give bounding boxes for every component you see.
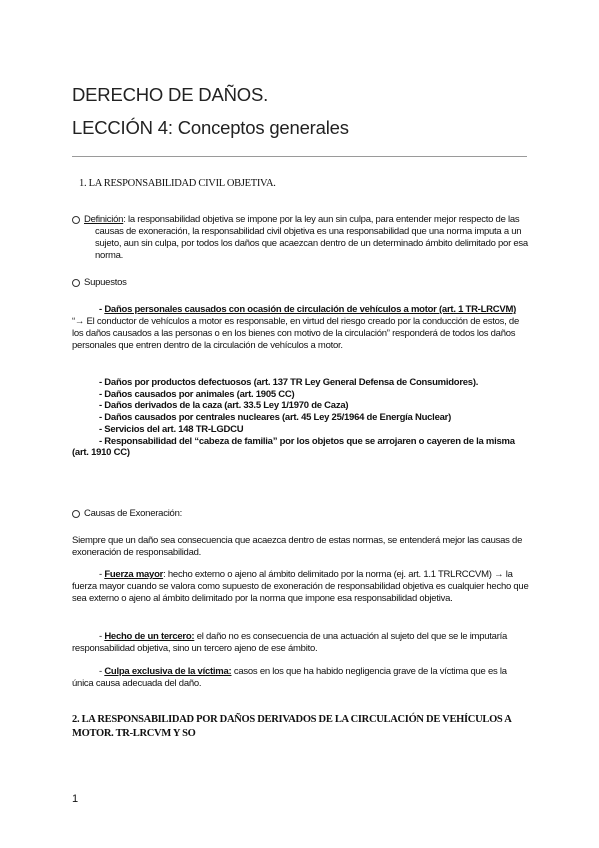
- cause-dash: -: [99, 666, 105, 677]
- list-item: - Daños causados por centrales nucleares (art. 45 Ley 25/1964 de Energía Nuclear): [99, 412, 451, 424]
- supuesto-vehiculos-title: Daños personales causados con ocasión de circulación de vehículos a motor (art. 1 TR-LRCVM): [104, 304, 517, 315]
- cause-culpa-victima: [72, 666, 530, 690]
- cause-text: : hecho externo o ajeno al ámbito delimitado por la norma (ej. art. 1.1 TRLRCCVM) → la fuerza mayor cuando se valora como supuesto de exoneración de responsabilidad objetiva es cualquier hecho que sea externo o ajeno al ámbito delimitado por la norma que impone esa responsabilidad objetiva.: [72, 569, 529, 604]
- list-item: - Daños causados por animales (art. 1905 CC): [99, 388, 295, 400]
- cause-fuerza-mayor: [72, 569, 530, 605]
- supuesto-vehiculos-text: “→ El conductor de vehículos a motor es responsable, en virtud del riesgo creado por la conducción de estos, de los daños causados a las personas o en los bienes con motivo de la circulación” responderá de todos los daños personales que entren dentro de la circulación de vehículos a motor.: [72, 316, 519, 351]
- exoneracion-intro: Siempre que un daño sea consecuencia que acaezca dentro de estas normas, se entenderá mejor las causas de exoneración de responsabilidad.: [72, 535, 523, 558]
- exoneracion-label: Causas de Exoneración:: [84, 508, 183, 519]
- horizontal-rule: [72, 156, 527, 157]
- supuesto-dash: -: [99, 304, 105, 315]
- cause-term: Fuerza mayor: [104, 569, 164, 580]
- list-item: - Daños derivados de la caza (art. 33.5 Ley 1/1970 de Caza): [99, 400, 349, 412]
- cause-text: casos en los que ha habido negligencia grave de la víctima que es la única causa adecuada del daño.: [72, 666, 507, 689]
- lesson-title: LECCIÓN 4: Conceptos generales: [72, 117, 349, 138]
- document-title: DERECHO DE DAÑOS.: [72, 84, 269, 105]
- definicion-text: : la responsabilidad objetiva se impone por la ley aun sin culpa, para entender mejor respecto de las causas de exoneración, la responsabilidad civil objetiva es una responsabilidad que una norma imputa a un sujeto, aun sin culpa, por todos los daños que acaezcan dentro de un determinado ámbito delimitado por esa norma.: [95, 214, 528, 261]
- cause-text: el daño no es consecuencia de una actuación al sujeto del que se le imputaría responsabilidad objetiva, sino un tercero ajeno de ese ámbito.: [72, 631, 508, 654]
- supuestos-list: [72, 377, 530, 459]
- list-item: - Daños por productos defectuosos (art. 137 TR Ley General Defensa de Consumidores).: [99, 377, 479, 388]
- supuestos-label: Supuestos: [84, 277, 127, 288]
- bullet-circle-icon: [72, 216, 80, 224]
- bullet-circle-icon: [72, 510, 80, 518]
- cause-term: Hecho de un tercero:: [104, 631, 195, 642]
- definicion-term: Definición: [84, 214, 124, 225]
- list-item: - Responsabilidad del “cabeza de familia” por los objetos que se arrojaren o cayeren de la misma (art. 1910 CC): [72, 435, 515, 459]
- cause-term: Culpa exclusiva de la víctima:: [104, 666, 232, 677]
- section-1-heading: 1. LA RESPONSABILIDAD CIVIL OBJETIVA.: [79, 178, 276, 189]
- cause-hecho-tercero: [72, 631, 530, 655]
- page-number: 1: [72, 793, 79, 805]
- cause-dash: -: [99, 631, 105, 642]
- supuesto-vehiculos: [72, 304, 530, 352]
- definicion-paragraph: [84, 214, 540, 262]
- cause-dash: -: [99, 569, 105, 580]
- list-item: - Servicios del art. 148 TR-LGDCU: [99, 423, 244, 435]
- section-2-heading: 2. LA RESPONSABILIDAD POR DAÑOS DERIVADOS DE LA CIRCULACIÓN DE VEHÍCULOS A MOTOR. TR-LRCVM Y SO: [72, 714, 511, 739]
- bullet-circle-icon: [72, 279, 80, 287]
